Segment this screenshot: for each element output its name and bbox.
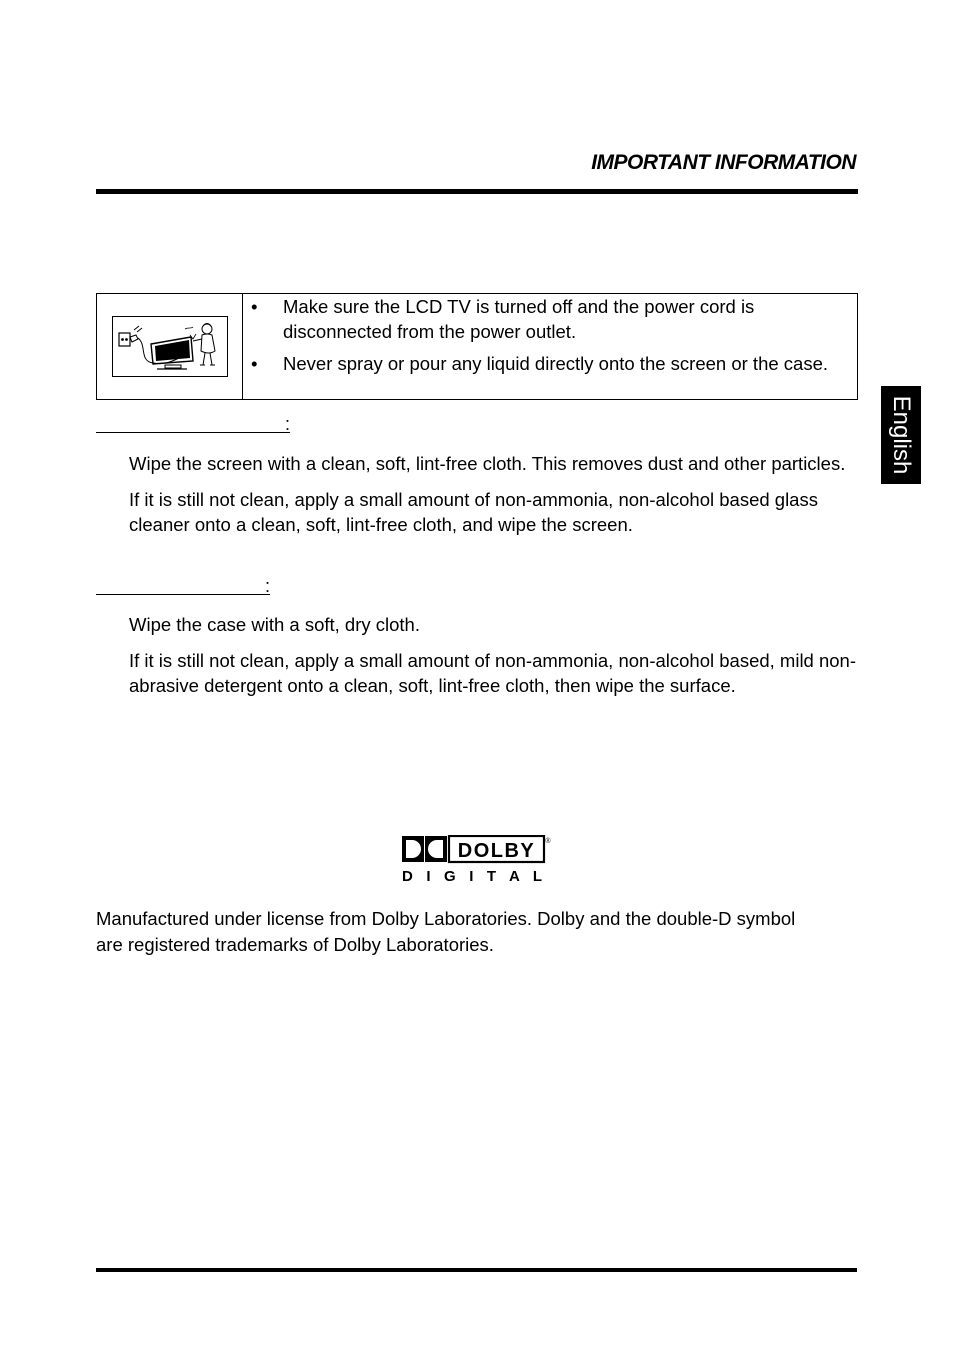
tv-cleaning-icon: [113, 317, 227, 376]
page-header-title: IMPORTANT INFORMATION: [591, 151, 856, 174]
case-section-heading: [96, 576, 270, 600]
bullet-icon: •: [251, 353, 258, 374]
language-tab: [881, 386, 921, 484]
dolby-word: DOLBY: [457, 840, 536, 862]
dolby-license-text: Manufactured under license from Dolby Laboratories. Dolby and the double-D symbol are registered trademarks of Dolby Laboratories.: [96, 908, 796, 955]
case-cleaning-instructions: [129, 612, 859, 698]
dolby-digital-logo: [402, 835, 552, 883]
screen-section-heading: [96, 414, 290, 438]
case-paragraph: If it is still not clean, apply a small amount of non-ammonia, non-alcohol based, mild non-abrasive detergent onto a clean, soft, lint-free cloth, then wipe the surface.: [129, 650, 857, 696]
warning-item-text: Make sure the LCD TV is turned off and the power cord is disconnected from the power outlet.: [283, 296, 755, 342]
screen-cleaning-instructions: [129, 451, 859, 537]
warning-list: [251, 294, 851, 376]
top-rule: [96, 189, 858, 194]
registered-mark: ®: [545, 838, 551, 845]
cleaning-warning-box: [96, 293, 858, 400]
case-paragraph: Wipe the case with a soft, dry cloth.: [129, 614, 420, 635]
screen-paragraph: If it is still not clean, apply a small amount of non-ammonia, non-alcohol based glass cleaner onto a clean, soft, lint-free cloth, and wipe the screen.: [129, 489, 818, 535]
screen-heading-underline: :: [96, 414, 290, 433]
warning-item-text: Never spray or pour any liquid directly onto the screen or the case.: [283, 353, 829, 374]
language-tab-label: English: [888, 395, 915, 475]
digital-word: D I G I T A L: [402, 868, 542, 883]
bottom-rule: [96, 1268, 857, 1272]
warning-item-power-off: [251, 294, 851, 344]
case-heading-underline: :: [96, 576, 270, 595]
warning-item-no-liquid: [251, 351, 851, 376]
tv-unplug-cleaning-illustration: [112, 316, 228, 377]
screen-paragraph: Wipe the screen with a clean, soft, lint-free cloth. This removes dust and other particles.: [129, 453, 846, 474]
bullet-icon: •: [251, 296, 258, 317]
dolby-double-d-icon: [402, 835, 552, 883]
warning-image-cell: [97, 294, 243, 399]
